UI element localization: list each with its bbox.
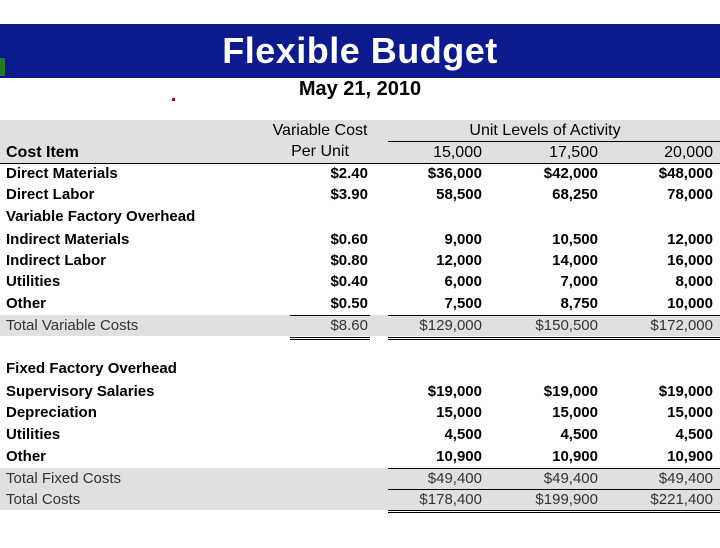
row-value-3: 12,000 [667,231,713,248]
grand-total-double-rule-b [388,512,720,513]
report-date: May 21, 2010 [298,78,422,100]
row-value-1: $19,000 [427,383,482,400]
row-value-3: 78,000 [667,186,713,203]
row-value-2: $199,900 [535,491,598,508]
row-value-1: 12,000 [436,252,482,269]
header-per-unit: Per Unit [291,143,349,160]
row-label-total: Total Variable Costs [6,317,139,334]
row-value-1: 4,500 [444,426,482,443]
row-value-2: 4,500 [560,426,598,443]
row-value-2: 8,750 [560,295,598,312]
row-value-2: 10,500 [552,231,598,248]
row-per-unit: $3.90 [330,186,368,203]
row-label: Depreciation [6,404,97,421]
row-value-1: 6,000 [444,273,482,290]
row-value-2: 15,000 [552,404,598,421]
row-value-3: 16,000 [667,252,713,269]
row-value-1: $178,400 [419,491,482,508]
header-cost-item: Cost Item [6,144,79,161]
row-per-unit: $0.50 [330,295,368,312]
row-label: Supervisory Salaries [6,383,155,400]
row-value-3: 10,900 [667,448,713,465]
row-value-3: 4,500 [675,426,713,443]
row-per-unit: $0.40 [330,273,368,290]
total-double-rule-a [290,337,370,338]
row-value-2: 7,000 [560,273,598,290]
row-value-2: 68,250 [552,186,598,203]
row-value-3: 10,000 [667,295,713,312]
header-level-2: 17,500 [549,144,598,161]
row-label: Other [6,295,47,312]
total-double-rule-b [290,339,370,340]
row-value-3: 8,000 [675,273,713,290]
header-level-3: 20,000 [664,144,713,161]
row-label: Direct Materials [6,165,118,182]
section-heading: Fixed Factory Overhead [6,360,177,377]
row-label: Utilities [6,426,61,443]
row-value-1: $49,400 [427,470,482,487]
row-value-2: 14,000 [552,252,598,269]
row-value-3: $49,400 [658,470,713,487]
row-value-3: $48,000 [658,165,713,182]
row-label: Indirect Materials [6,231,130,248]
row-label-total: Total Fixed Costs [6,470,122,487]
page-title: Flexible Budget [222,30,498,71]
row-value-2: $150,500 [535,317,598,334]
row-value-1: $36,000 [427,165,482,182]
row-value-3: $221,400 [650,491,713,508]
grand-total-double-rule-a [388,510,720,511]
stray-mark [172,98,175,101]
row-value-1: 10,900 [436,448,482,465]
row-value-1: 9,000 [444,231,482,248]
row-value-3: $19,000 [658,383,713,400]
row-value-1: $129,000 [419,317,482,334]
row-label: Utilities [6,273,61,290]
row-label: Indirect Labor [6,252,107,269]
row-value-2: $42,000 [543,165,598,182]
row-label-total: Total Costs [6,491,81,508]
row-value-1: 15,000 [436,404,482,421]
row-value-1: 58,500 [436,186,482,203]
row-per-unit: $0.60 [330,231,368,248]
row-label: Direct Labor [6,186,95,203]
row-per-unit: $2.40 [330,165,368,182]
row-value-2: $49,400 [543,470,598,487]
row-value-2: $19,000 [543,383,598,400]
total-double-rule-c [388,337,720,338]
row-value-3: $172,000 [650,317,713,334]
row-per-unit: $8.60 [330,317,368,334]
total-double-rule-d [388,339,720,340]
row-per-unit: $0.80 [330,252,368,269]
row-label: Other [6,448,47,465]
row-value-2: 10,900 [552,448,598,465]
header-unit-levels: Unit Levels of Activity [469,122,621,139]
row-value-3: 15,000 [667,404,713,421]
row-value-1: 7,500 [444,295,482,312]
header-variable-cost: Variable Cost [272,122,368,139]
section-heading: Variable Factory Overhead [6,208,196,225]
header-level-1: 15,000 [433,144,482,161]
